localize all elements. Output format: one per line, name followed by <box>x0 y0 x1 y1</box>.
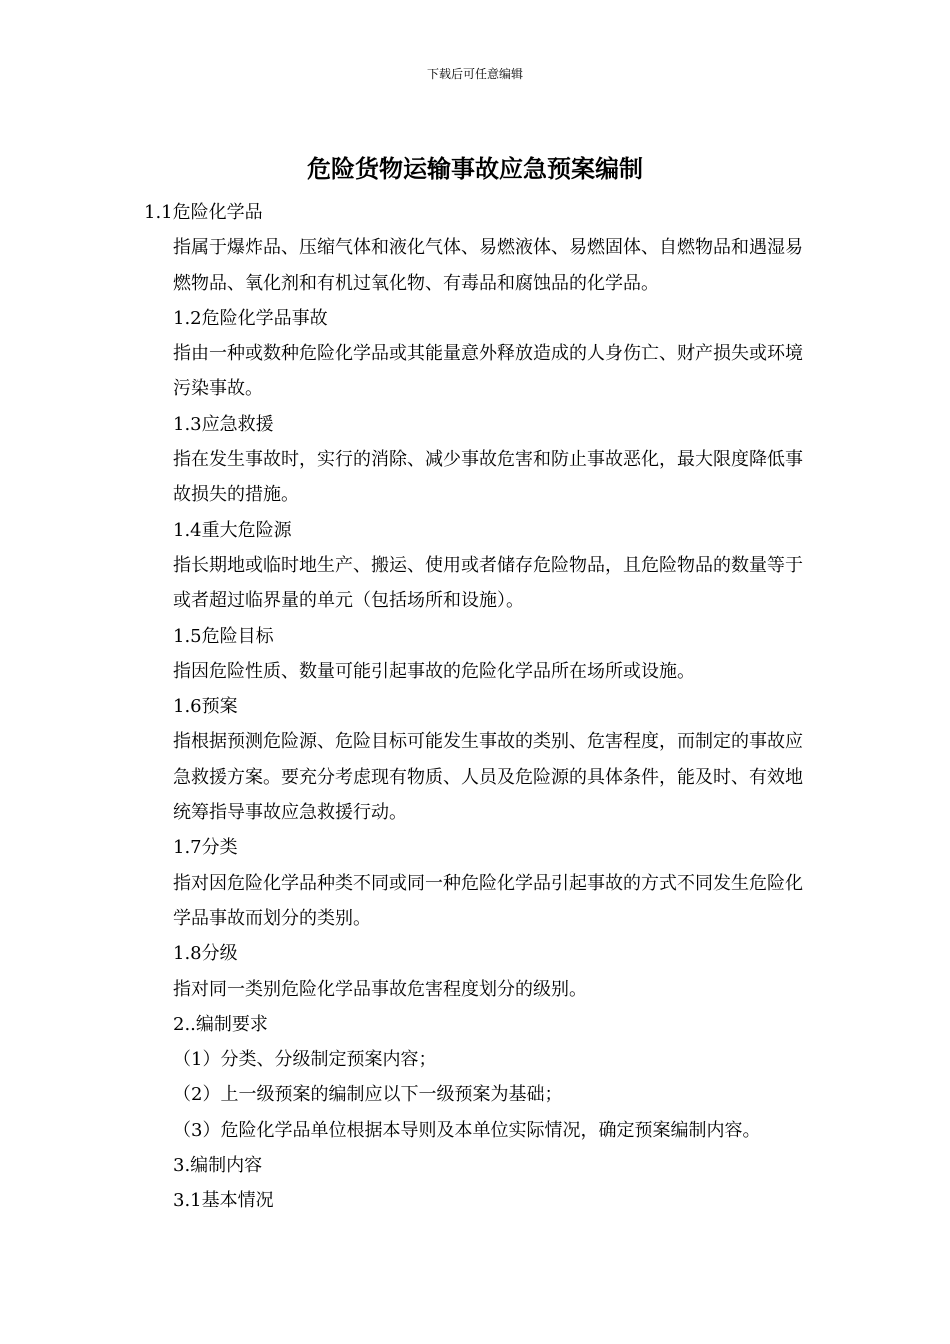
section-heading: 1.5危险目标 <box>173 625 274 647</box>
paragraph: 指因危险性质、数量可能引起事故的危险化学品所在场所或设施。 <box>173 660 695 682</box>
paragraph: 指长期地或临时地生产、搬运、使用或者储存危险物品，且危险物品的数量等于或者超过临界量的单元（包括场所和设施）。 <box>173 554 803 612</box>
document-title: 危险货物运输事故应急预案编制 <box>307 155 643 183</box>
paragraph: 指根据预测危险源、危险目标可能发生事故的类别、危害程度，而制定的事故应急救援方案。要充分考虑现有物质、人员及危险源的具体条件，能及时、有效地统筹指导事故应急救援行动。 <box>173 731 803 824</box>
section-heading: 2..编制要求 <box>173 1013 268 1035</box>
section-heading: 1.6预案 <box>173 696 238 718</box>
list-item: （1）分类、分级制定预案内容； <box>173 1049 437 1071</box>
section-heading: 1.2危险化学品事故 <box>173 307 328 329</box>
section-heading: 3.1基本情况 <box>173 1190 274 1212</box>
paragraph: 指属于爆炸品、压缩气体和液化气体、易燃液体、易燃固体、自燃物品和遇湿易燃物品、氧化剂和有机过氧化物、有毒品和腐蚀品的化学品。 <box>173 237 803 294</box>
paragraph: 指由一种或数种危险化学品或其能量意外释放造成的人身伤亡、财产损失或环境污染事故。 <box>173 343 803 400</box>
section-heading: 3.编制内容 <box>173 1155 263 1177</box>
paragraph: 指对同一类别危险化学品事故危害程度划分的级别。 <box>173 978 587 1000</box>
header-note: 下载后可任意编辑 <box>426 67 523 81</box>
list-item: （3）危险化学品单位根据本导则及本单位实际情况，确定预案编制内容。 <box>173 1119 761 1141</box>
section-heading: 1.7分类 <box>173 837 238 859</box>
section-heading: 1.4重大危险源 <box>173 519 292 541</box>
document-body <box>144 195 809 1219</box>
section-heading: 1.3应急救援 <box>173 413 274 435</box>
section-heading: 1.8分级 <box>173 943 238 965</box>
section-heading: 1.1危险化学品 <box>144 202 263 223</box>
paragraph: 指在发生事故时，实行的消除、减少事故危害和防止事故恶化，最大限度降低事故损失的措施。 <box>173 449 803 506</box>
list-item: （2）上一级预案的编制应以下一级预案为基础； <box>173 1084 563 1106</box>
paragraph: 指对因危险化学品种类不同或同一种危险化学品引起事故的方式不同发生危险化学品事故而划分的类别。 <box>173 872 803 929</box>
